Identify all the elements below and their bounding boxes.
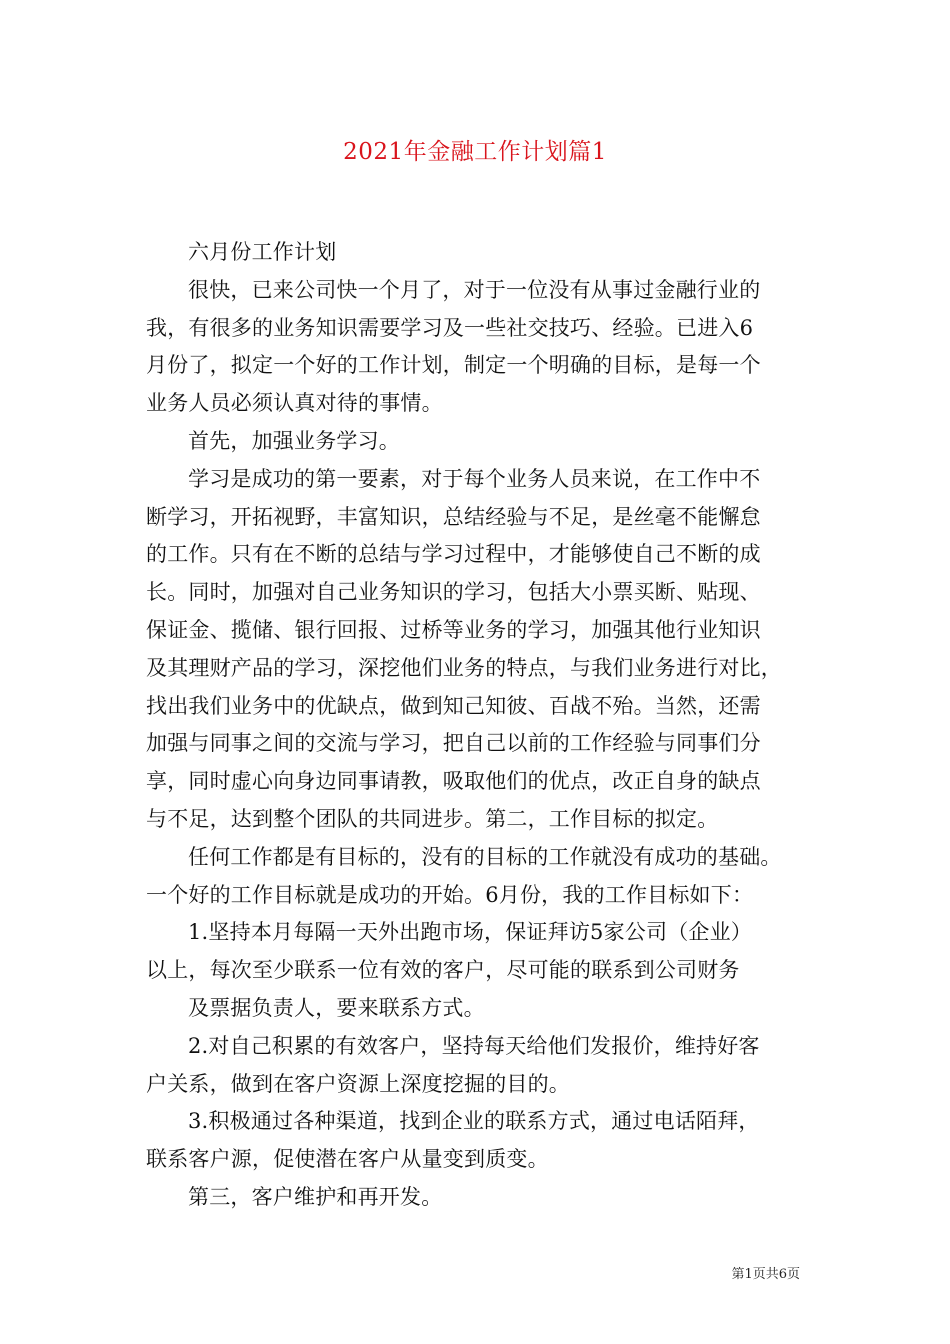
document-body	[146, 234, 816, 1217]
text-line: 一个好的工作目标就是成功的开始。6月份，我的工作目标如下：	[146, 882, 754, 907]
text-line: 业务人员必须认真对待的事情。	[146, 391, 443, 416]
text-line: 学习是成功的第一要素，对于每个业务人员来说，在工作中不	[188, 466, 761, 491]
text-line: 保证金、揽储、银行回报、过桥等业务的学习，加强其他行业知识	[146, 617, 761, 642]
text-line: 很快，已来公司快一个月了，对于一位没有从事过金融行业的	[188, 277, 761, 302]
page-number-footer: 第1页共6页	[731, 1267, 800, 1282]
text-line: 任何工作都是有目标的，没有的目标的工作就没有成功的基础。	[188, 844, 782, 869]
text-line: 与不足，达到整个团队的共同进步。第二，工作目标的拟定。	[146, 806, 719, 831]
text-line: 六月份工作计划	[188, 240, 337, 264]
text-line: 加强与同事之间的交流与学习，把自己以前的工作经验与同事们分	[146, 731, 761, 756]
text-line: 月份了，拟定一个好的工作计划，制定一个明确的目标，是每一个	[146, 353, 761, 378]
text-line: 2.对自己积累的有效客户，坚持每天给他们发报价，维持好客	[188, 1033, 760, 1058]
text-line: 3.积极通过各种渠道，找到企业的联系方式，通过电话陌拜，	[188, 1109, 760, 1134]
text-line: 长。同时，加强对自己业务知识的学习，包括大小票买断、贴现、	[146, 580, 761, 605]
text-line: 找出我们业务中的优缺点，做到知己知彼、百战不殆。当然，还需	[146, 693, 761, 718]
text-line: 的工作。只有在不断的总结与学习过程中，才能够使自己不断的成	[146, 542, 761, 567]
text-line: 及其理财产品的学习，深挖他们业务的特点，与我们业务进行对比，	[146, 655, 782, 680]
text-line: 及票据负责人，要来联系方式。	[188, 995, 485, 1020]
text-line: 断学习，开拓视野，丰富知识，总结经验与不足，是丝毫不能懈怠	[146, 504, 761, 529]
text-line: 以上，每次至少联系一位有效的客户，尽可能的联系到公司财务	[146, 958, 740, 983]
text-line: 首先，加强业务学习。	[188, 428, 400, 453]
text-line: 户关系，做到在客户资源上深度挖掘的目的。	[146, 1071, 570, 1096]
text-line: 联系客户源，促使潜在客户从量变到质变。	[146, 1147, 549, 1172]
text-line: 第三，客户维护和再开发。	[188, 1184, 443, 1209]
document-title: 2021年金融工作计划篇1	[343, 139, 607, 165]
text-line: 享，同时虚心向身边同事请教，吸取他们的优点，改正自身的缺点	[146, 769, 761, 794]
text-line: 1.坚持本月每隔一天外出跑市场，保证拜访5家公司（企业）	[188, 920, 752, 945]
text-line: 我，有很多的业务知识需要学习及一些社交技巧、经验。已进入6	[146, 315, 754, 340]
